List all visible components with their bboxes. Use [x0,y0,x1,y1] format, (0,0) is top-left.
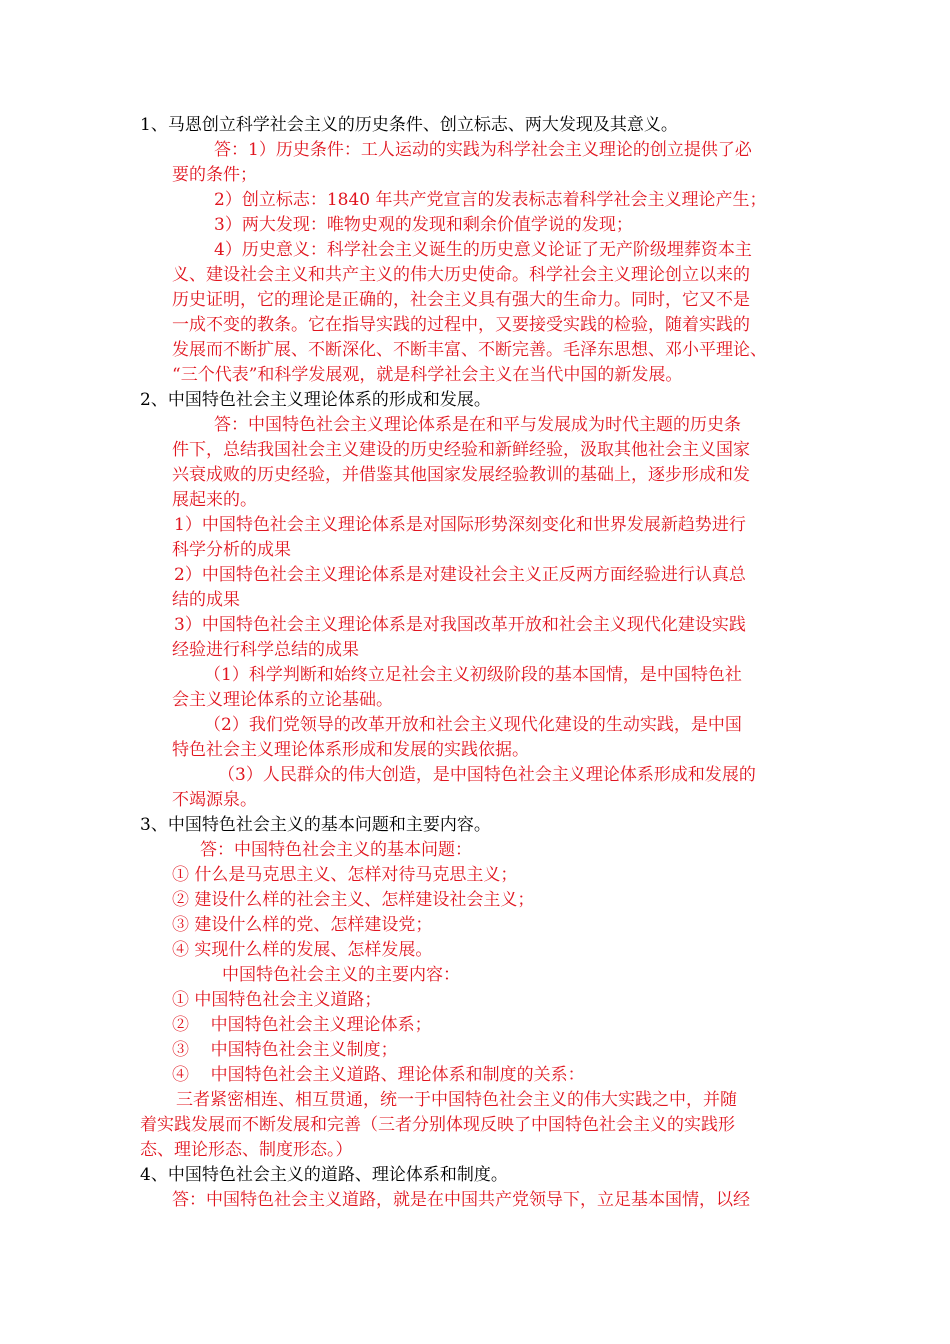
answer-2-line: 会主义理论体系的立论基础。 [172,690,393,710]
answer-2-line: 特色社会主义理论体系形成和发展的实践依据。 [172,740,529,760]
answer-4-line: 答：中国特色社会主义道路，就是在中国共产党领导下，立足基本国情，以经 [172,1190,750,1210]
answer-1-line: 义、建设社会主义和共产主义的伟大历史使命。科学社会主义理论创立以来的 [172,265,750,285]
answer-2-line: 3）中国特色社会主义理论体系是对我国改革开放和社会主义现代化建设实践 [174,615,746,635]
answer-1-line: 要的条件； [172,165,257,185]
answer-3-line: 态、理论形态、制度形态。） [140,1140,353,1160]
answer-3-line: ② 中国特色社会主义理论体系； [172,1015,432,1035]
answer-2-line: （1）科学判断和始终立足社会主义初级阶段的基本国情，是中国特色社 [204,665,742,685]
answer-2-line: （2）我们党领导的改革开放和社会主义现代化建设的生动实践，是中国 [204,715,742,735]
question-4: 4、中国特色社会主义的道路、理论体系和制度。 [140,1165,508,1185]
answer-1-line: 历史证明，它的理论是正确的，社会主义具有强大的生命力。同时，它又不是 [172,290,750,310]
answer-2-line: 兴衰成败的历史经验，并借鉴其他国家发展经验教训的基础上，逐步形成和发 [172,465,750,485]
answer-2-line: 经验进行科学总结的成果 [172,640,359,660]
question-1: 1、马恩创立科学社会主义的历史条件、创立标志、两大发现及其意义。 [140,115,678,135]
answer-3-line: ① 什么是马克思主义、怎样对待马克思主义； [172,865,518,885]
answer-2-line: 结的成果 [172,590,240,610]
answer-2-line: 科学分析的成果 [172,540,291,560]
answer-2-line: 答：中国特色社会主义理论体系是在和平与发展成为时代主题的历史条 [214,415,741,435]
answer-3-line: 三者紧密相连、相互贯通，统一于中国特色社会主义的伟大实践之中，并随 [176,1090,737,1110]
answer-3-line: ③ 中国特色社会主义制度； [172,1040,398,1060]
answer-3-line: 答：中国特色社会主义的基本问题： [200,840,472,860]
answer-1-line: 2）创立标志：1840 年共产党宣言的发表标志着科学社会主义理论产生； [214,190,767,210]
answer-3-line: 着实践发展而不断发展和完善（三者分别体现反映了中国特色社会主义的实践形 [140,1115,735,1135]
answer-3-line: ① 中国特色社会主义道路； [172,990,382,1010]
answer-1-line: 3）两大发现：唯物史观的发现和剩余价值学说的发现； [214,215,633,235]
answer-1-line: 一成不变的教条。它在指导实践的过程中，又要接受实践的检验，随着实践的 [172,315,750,335]
answer-2-line: （3）人民群众的伟大创造，是中国特色社会主义理论体系形成和发展的 [218,765,756,785]
answer-3-line: 中国特色社会主义的主要内容： [222,965,460,985]
answer-1-line: 发展而不断扩展、不断深化、不断丰富、不断完善。毛泽东思想、邓小平理论、 [172,340,767,360]
answer-2-line: 2）中国特色社会主义理论体系是对建设社会主义正反两方面经验进行认真总 [174,565,746,585]
answer-3-line: ④ 中国特色社会主义道路、理论体系和制度的关系： [172,1065,585,1085]
answer-1-line: 答：1）历史条件：工人运动的实践为科学社会主义理论的创立提供了必 [214,140,752,160]
question-2: 2、中国特色社会主义理论体系的形成和发展。 [140,390,491,410]
question-3: 3、中国特色社会主义的基本问题和主要内容。 [140,815,491,835]
answer-2-line: 展起来的。 [172,490,257,510]
answer-2-line: 不竭源泉。 [172,790,257,810]
answer-2-line: 1）中国特色社会主义理论体系是对国际形势深刻变化和世界发展新趋势进行 [174,515,746,535]
answer-3-line: ③ 建设什么样的党、怎样建设党； [172,915,433,935]
answer-3-line: ④ 实现什么样的发展、怎样发展。 [172,940,433,960]
answer-2-line: 件下，总结我国社会主义建设的历史经验和新鲜经验，汲取其他社会主义国家 [172,440,750,460]
answer-3-line: ② 建设什么样的社会主义、怎样建设社会主义； [172,890,535,910]
answer-1-line: 4）历史意义：科学社会主义诞生的历史意义论证了无产阶级埋葬资本主 [214,240,752,260]
answer-1-line: “三个代表”和科学发展观，就是科学社会主义在当代中国的新发展。 [172,365,683,385]
